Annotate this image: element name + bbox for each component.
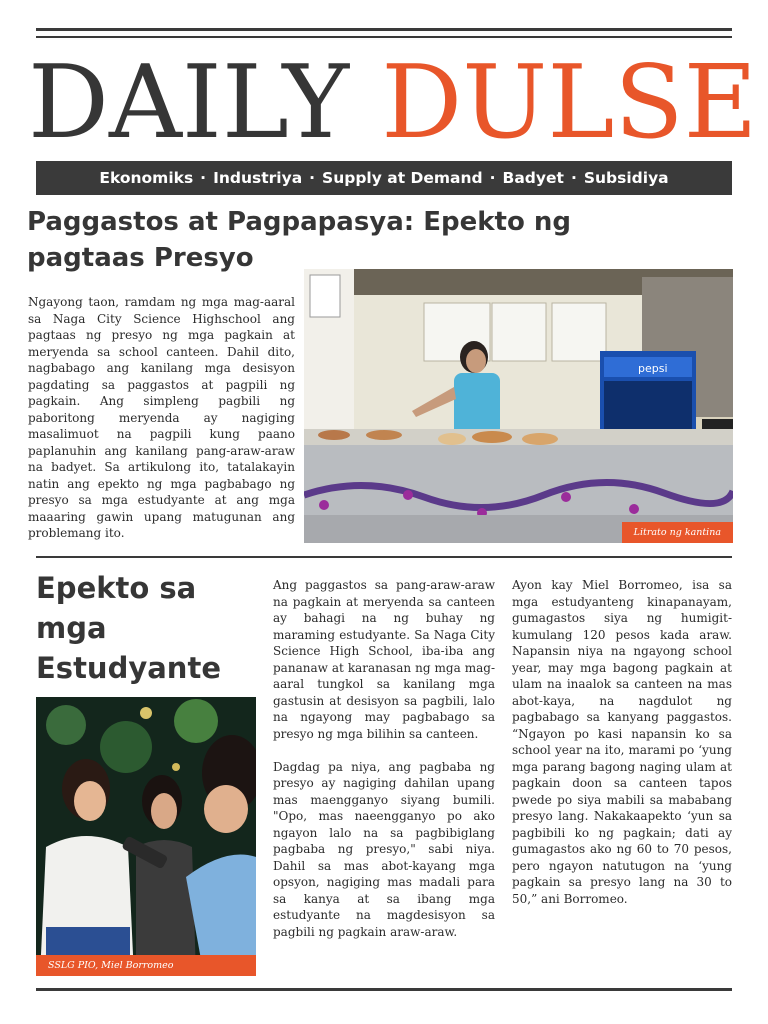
topic-badyet: Badyet xyxy=(502,169,564,187)
canteen-photo-caption: Litrato ng kantina xyxy=(622,522,733,543)
section-divider xyxy=(36,556,732,558)
article-headline: Paggastos at Pagpapasya: Epekto ng pagtaas Presyo xyxy=(27,207,571,273)
column-1-paragraph-1: Ang paggastos sa pang-araw-araw na pagkain at meryenda sa canteen ay bahagi na ng buhay ng maraming estudyante. Sa Naga City Science High School, iba-iba ang pananaw at karanasan ng mga mag-aaral tungkol sa kanilang mga gastusin at desisyon sa pagbili, lalo na ngayong may pagbabago sa presyo ng mga bilihin sa canteen. xyxy=(273,578,495,741)
interview-photo xyxy=(36,697,256,976)
top-rule-thin xyxy=(36,36,732,38)
topic-separator: · xyxy=(309,169,316,187)
topic-supply-at-demand: Supply at Demand xyxy=(322,169,483,187)
topic-separator: · xyxy=(200,169,207,187)
topic-industriya: Industriya xyxy=(213,169,303,187)
top-rule xyxy=(36,28,732,31)
topic-subsidiya: Subsidiya xyxy=(583,169,669,187)
topic-separator: · xyxy=(489,169,496,187)
pepsi-sign: pepsi xyxy=(638,362,668,375)
article-column-1 xyxy=(273,577,495,940)
section-headline: Epekto sa mga Estudyante xyxy=(36,571,221,685)
intro-paragraph: Ngayong taon, ramdam ng mga mag-aaral sa Naga City Science Highschool ang pagtaas ng presyo ng mga pagkain at meryenda sa school canteen. Dahil dito, nagbabago ang kanilang mga desisyon pagdating sa paggastos at pagpili ng pagkain. Ang simpleng pagbili ng paboritong meryenda ay nagiging masalimuot na pagpili kung paano paplanuhin ang kanilang pang-araw-araw na badyet. Sa artikulong ito, tatalakayin natin ang epekto ng mga pagbabago ng presyo sa mga estudyante at ang mga maaaring gawin upang matugunan ang problemang ito. xyxy=(28,295,295,540)
masthead xyxy=(28,43,758,161)
bottom-rule xyxy=(36,988,732,991)
article-column-2 xyxy=(512,577,732,907)
masthead-word-dulse: DULSE xyxy=(381,43,758,161)
interview-photo-caption: SSLG PIO, Miel Borromeo xyxy=(36,955,256,976)
canteen-photo xyxy=(304,269,733,543)
topic-separator: · xyxy=(570,169,577,187)
topic-ekonomiks: Ekonomiks xyxy=(99,169,194,187)
masthead-word-daily: DAILY xyxy=(28,43,350,161)
article-intro-text xyxy=(28,294,295,542)
topic-bar xyxy=(36,161,732,195)
column-2-paragraph-1: Ayon kay Miel Borromeo, isa sa mga estudyanteng kinapanayam, gumagastos siya ng humigit-kumulang 120 pesos kada araw. Napansin niya na ngayong school year, may mga bagong pagkain at ulam na inaalok sa canteen na mas abot-kaya, na nagdulot ng pagbabago sa kanyang paggastos. “Ngayon po kasi napansin ko sa school year na ito, marami po ‘yung mga parang bagong naging ulam at pagkain doon sa canteen tapos pwede po siya mabili sa mababang presyo lang. Nakakaapekto ‘yun sa pagbibili ko ng pagkain; dati ay gumagastos ako ng 60 to 70 pesos, pero ngayon natutugon na ‘yung pagkain sa presyo lang na 30 to 50,” ani Borromeo. xyxy=(512,578,732,906)
column-1-paragraph-2: Dagdag pa niya, ang pagbaba ng presyo ay nagiging dahilan upang mas maengganyo siyang bumili. "Opo, mas naeengganyo po ako ngayon lalo na sa pagbibiglang pagbaba ng presyo," sabi niya. Dahil sa mas abot-kayang mga opsyon, nagiging mas madali para sa kanya at sa ibang mga estudyante na magdesisyon sa pagbili ng pagkain araw-araw. xyxy=(273,759,495,939)
